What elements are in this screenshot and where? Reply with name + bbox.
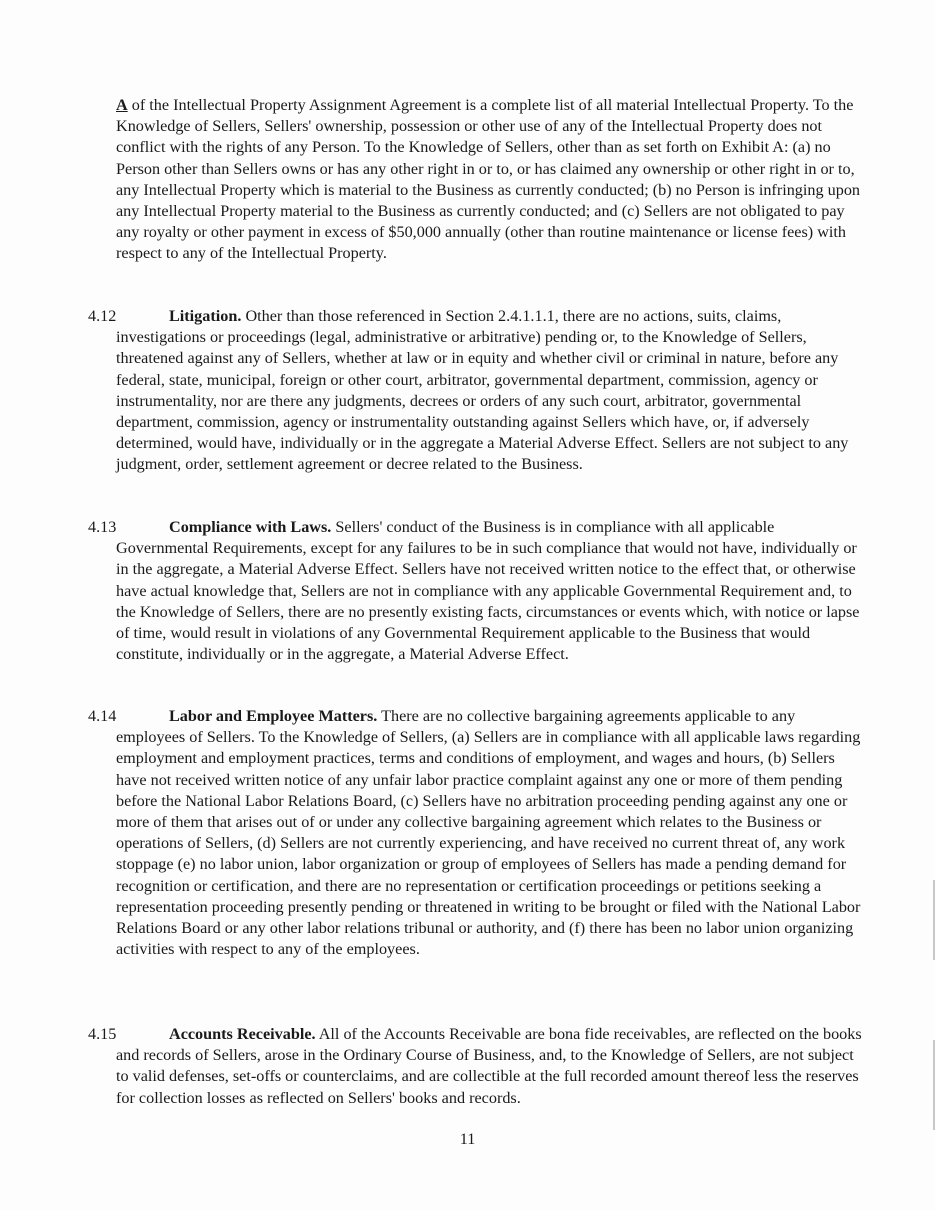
section-4-12-paragraph — [116, 306, 864, 476]
section-4-13-paragraph — [116, 517, 864, 665]
section-heading: Accounts Receivable. — [169, 1025, 316, 1043]
section-number-4-12: 4.12 — [88, 307, 117, 325]
section-4-14-paragraph — [116, 706, 864, 960]
section-4-15-paragraph — [116, 1024, 864, 1109]
section-body: Sellers' conduct of the Business is in compliance with all applicable Governmental Requirements, except for any failures to be in such compliance that would not have, individually or in the aggregate, a Material Adverse Effect. Sellers have not received written notice to the effect that, or otherwise have actual knowledge that, Sellers are not in compliance with any applicable Governmental Requirement and, to the Knowledge of Sellers, there are no presently existing facts, circumstances or events which, with notice or lapse of time, would result in violations of any Governmental Requirement applicable to the Business that would constitute, individually or in the aggregate, a Material Adverse Effect. — [116, 518, 860, 664]
section-body: Other than those referenced in Section 2.4.1.1.1, there are no actions, suits, claims, investigations or proceedings (legal, administrative or arbitrative) pending or, to the Knowledge of Sellers, threatened against any of Sellers, whether at law or in equity and whether civil or criminal in nature, before any federal, state, municipal, foreign or other court, arbitrator, governmental department, commission, agency or instrumentality, nor are there any judgments, decrees or orders of any such court, arbitrator, governmental department, commission, agency or instrumentality outstanding against Sellers which have, or, if adversely determined, would have, individually or in the aggregate a Material Adverse Effect. Sellers are not subject to any judgment, order, settlement agreement or decree related to the Business. — [116, 307, 849, 474]
section-number-4-15: 4.15 — [88, 1025, 117, 1043]
section-heading: Litigation. — [169, 307, 242, 325]
section-heading: Compliance with Laws. — [169, 518, 332, 536]
section-body: There are no collective bargaining agreements applicable to any employees of Sellers. To the Knowledge of Sellers, (a) Sellers are in compliance with all applicable laws regarding employment and employment practices, terms and conditions of employment, and wages and hours, (b) Sellers have not received written notice of any unfair labor practice complaint against any one or more of them pending before the National Labor Relations Board, (c) Sellers have no arbitration proceeding pending against any one or more of them that arises out of or under any collective bargaining agreement which relates to the Business or operations of Sellers, (d) Sellers are not currently experiencing, and have received no current threat of, any work stoppage (e) no labor union, labor organization or group of employees of Sellers has made a pending demand for recognition or certification, and there are no representation or certification proceedings or petitions seeking a representation proceeding presently pending or threatened in writing to be brought or filed with the National Labor Relations Board or any other labor relations tribunal or authority, and (f) there has been no labor union organizing activities with respect to any of the employees. — [116, 707, 861, 959]
page-number: 11 — [459, 1130, 476, 1148]
intro-text: of the Intellectual Property Assignment Agreement is a complete list of all material Intellectual Property. To the Knowledge of Sellers, Sellers' ownership, possession or other use of any of the Intellectual Property does not conflict with the rights of any Person. To the Knowledge of Sellers, other than as set forth on Exhibit A: (a) no Person other than Sellers owns or has any other right in or to, or has claimed any ownership or other right in or to, any Intellectual Property which is material to the Business as currently conducted; (b) no Person is infringing upon any Intellectual Property material to the Business as currently conducted; and (c) Sellers are not obligated to pay any royalty or other payment in excess of $50,000 annually (other than routine maintenance or license fees) with respect to any of the Intellectual Property. — [116, 96, 861, 263]
intro-paragraph — [116, 95, 864, 265]
section-heading: Labor and Employee Matters. — [169, 707, 378, 725]
section-number-4-13: 4.13 — [88, 518, 117, 536]
section-number-4-14: 4.14 — [88, 707, 117, 725]
section-body: All of the Accounts Receivable are bona fide receivables, are reflected on the books and records of Sellers, arose in the Ordinary Course of Business, and, to the Knowledge of Sellers, are not subject to valid defenses, set-offs or counterclaims, and are collectible at the full recorded amount thereof less the reserves for collection losses as reflected on Sellers' books and records. — [116, 1025, 862, 1107]
exhibit-reference: A — [116, 96, 128, 114]
